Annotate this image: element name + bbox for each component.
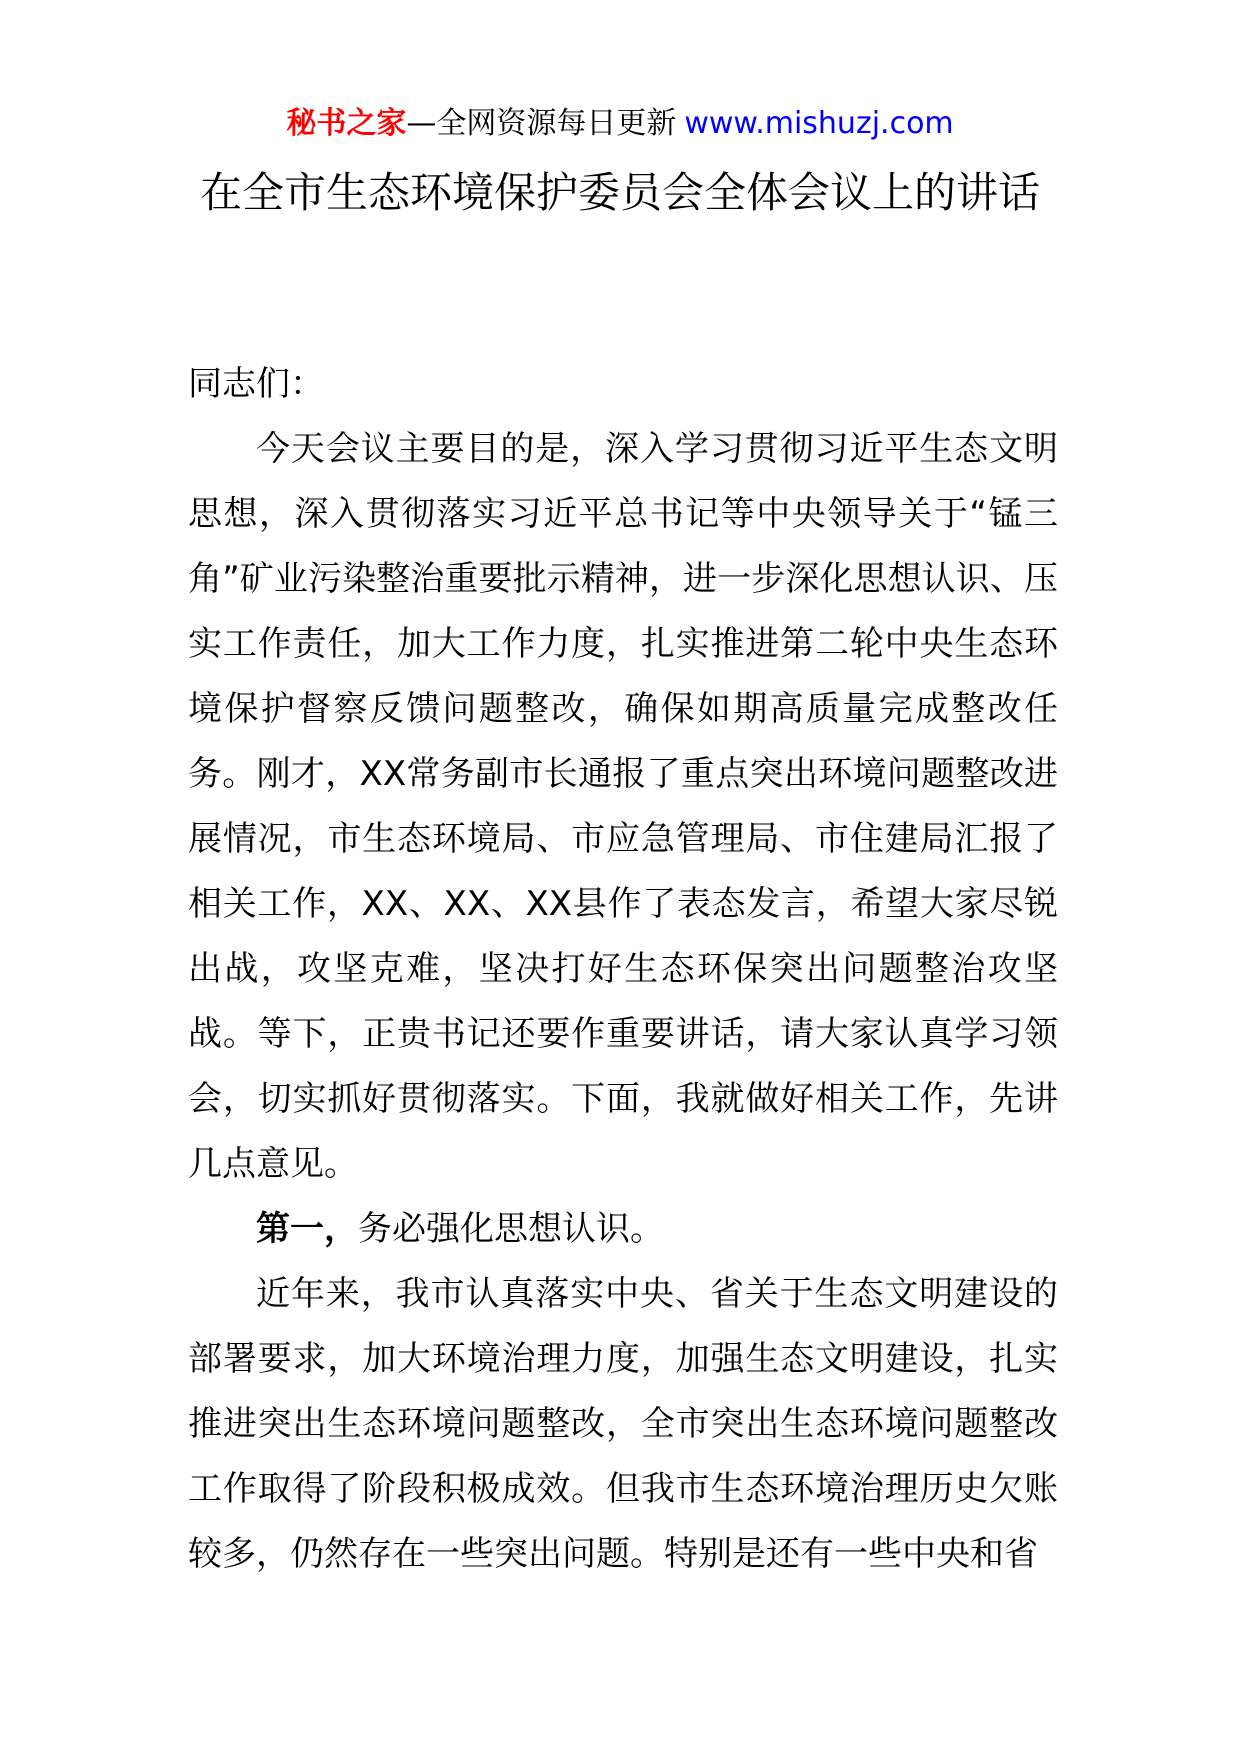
paragraph-section-1: 近年来，我市认真落实中央、省关于生态文明建设的部署要求，加大环境治理力度，加强生态文明建设，扎实推进突出生态环境问题整改，全市突出生态环境问题整改工作取得了阶段积极成效。但我市生态环境治理历史欠账较多，仍然存在一些突出问题。特别是还有一些中央和省 bbox=[188, 1274, 1058, 1574]
salutation: 同志们： bbox=[188, 364, 324, 404]
section-heading-text: 务必强化思想认识。 bbox=[358, 1209, 664, 1249]
section-heading-lead: 第一， bbox=[256, 1209, 358, 1249]
brand-name: 秘书之家 bbox=[286, 106, 407, 141]
paragraph-opening: 今天会议主要目的是，深入学习贯彻习近平生态文明思想，深入贯彻落实习近平总书记等中央领导关于“锰三角”矿业污染整治重要批示精神，进一步深化思想认识、压实工作责任，加大工作力度，扎实推进第二轮中央生态环境保护督察反馈问题整改，确保如期高质量完成整改任务。刚才，XX常务副市长通报了重点突出环境问题整改进展情况，市生态环境局、市应急管理局、市住建局汇报了相关工作，XX、XX、XX县作了表态发言，希望大家尽锐出战，攻坚克难，坚决打好生态环保突出问题整治攻坚战。等下，正贵书记还要作重要讲话，请大家认真学习领会，切实抓好贯彻落实。下面，我就做好相关工作，先讲几点意见。 bbox=[188, 429, 1058, 1184]
document-title: 在全市生态环境保护委员会全体会议上的讲话 bbox=[199, 168, 1040, 217]
site-header bbox=[0, 100, 1240, 148]
document-body bbox=[188, 352, 1058, 1587]
section-heading-1 bbox=[188, 1197, 1058, 1262]
site-url-link[interactable]: www.mishuzj.com bbox=[684, 106, 954, 141]
header-tagline: —全网资源每日更新 bbox=[406, 106, 677, 141]
